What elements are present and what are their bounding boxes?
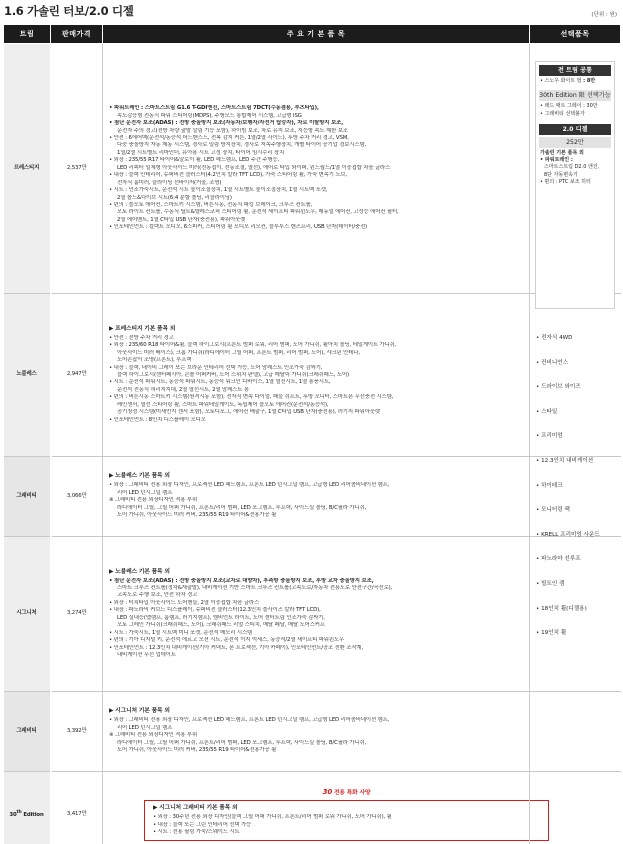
trim-name: 30th Edition (4, 772, 51, 844)
list-item: • 컨비니언스 (536, 359, 569, 366)
trim-name: 프레스티지 (4, 44, 51, 294)
list-item: • 외장 : 그래비티 전용 외장 디자인, 프로젝션 LED 헤드램프, 프론트 LED 턴시그널 램프, 고급형 LED 리어콤비네이션 램프, (109, 717, 390, 724)
list-item: • 19인치 휠 (536, 630, 567, 637)
section-heading: ▶ 노블레스 기본 품목 외 (109, 568, 170, 575)
list-item: 블랙 하이그로시(센터페시아, 콘솔 어퍼커버, 도어 스위치 판넬), 고급 메탈릭 가니쉬(크래쉬패드, 도어) (117, 372, 349, 379)
list-item: 운전석 전동식 허리지지대, 2열 열선시트, 2열 암레스트 통 (117, 386, 249, 393)
list-item: • 인포테인먼트 : 컬랙트 오디오, 6스피커, 스티어링 휠 오디오 리모컨, 블루투스 핸즈프리, USB 단자(데이터/충전) (109, 224, 368, 231)
header-price: 판매가격 (51, 25, 103, 44)
list-item: 운전자 주의 경고(전방 차량 출발 알림 기능 포함), 하이빔 보조, 차로 유지 보조, 지능형 속도 제한 보조 (117, 127, 348, 134)
list-item: 1열/2열 시트벨트 리마인더, 유아용 시트 고정 장치, 타이어 임시수리 장치 (117, 149, 285, 156)
diesel-badge: 2.0 디젤 (539, 124, 611, 135)
list-item: • 시트 : 운전석 파워시트, 동승석 파워시트, 동승석 워크인 디바이스, 1열 열선시트, 1열 통풍시트, (109, 379, 331, 386)
list-item: ※ 그래비티 전용 외장디자인 적용 부위 (109, 497, 198, 504)
list-item: 라디에이터 그릴, 그릴 어퍼 가니쉬, 프론트/리어 범퍼, LED 포그램프, 루프랙, 사이드실 몰딩, B/C필라 가니쉬, (117, 739, 367, 746)
section-heading: ▶ 시그니처 그래비티 기본 품목 외 (153, 805, 238, 812)
items-list (103, 537, 530, 692)
list-item: • 내장 : 블랙 또는 그린 인테리어 선택 가능 (153, 821, 252, 828)
table-row-30th-edition (4, 772, 621, 844)
option-item: • 레드 매트 그레이 : 30만 (540, 103, 598, 110)
list-item: 아웃사이드 미러 베이스), 크롬 가니쉬(라디에이터 그릴 어퍼, 프론트 범퍼, 리어 범퍼, 도어), 샤크핀 안테나, (117, 349, 360, 356)
list-item: • 외장 : 터치타입 아웃사이드 도어핸들, 2열 이중접합 차음 글라스 (109, 599, 260, 606)
trim-name: 그래비티 (4, 692, 51, 772)
list-item: 전자식 룸미러, 슬라이딩 선바이저(거울, 조명) (117, 179, 222, 186)
option-item: 스마트스트림 D2.0 엔진, (544, 164, 600, 171)
list-item: • 18인치 휠(디젤용) (536, 605, 587, 612)
list-item: • 안전 : 전방 주차 거리 경고 (109, 334, 174, 341)
items-list (103, 692, 530, 772)
list-item: • 안전 : 6에어백(운전석/동승석 어드밴스드, 전복 감지 커튼, 1열/2열 사이드), 후방 주차 거리 경고, VSM, (109, 134, 349, 141)
trim-price: 2,537만 (51, 44, 103, 294)
list-item: • 파노라마 선루프 (536, 556, 581, 563)
special-spec-box (144, 800, 549, 840)
list-item: • 편의 : 버튼시동 스마트키 시스템(원격시동 포함), 전자식 변속 다이얼, 패들 쉬프트, 후방 모니터, 스마트폰 무선충전 시스템, (109, 394, 394, 401)
option-item: 8단 자동변속기 (544, 171, 578, 178)
table-row-gravity (4, 692, 621, 772)
list-item: 다중 충돌방지 자동 제동 시스템, 경사로 밀림 방지장치, 경사로 저속주행장치, 개별 타이어 공기압 경보시스템, (117, 142, 367, 149)
list-item: • 내장 : 블랙, 네이비 그레이 또는 브라운 인테리어 선택 가능, 도어 암레스트 인조가죽 감싸기, (109, 364, 323, 371)
trim-price: 3,392만 (51, 692, 103, 772)
list-item: 스마트 크루즈 컨트롤(정차&재출발), 내비게이션 기반 스마트 크루즈 컨트롤(고속도로/자동차 전용도로 안전구간/곡선로), (117, 584, 393, 591)
section-heading: ▶ 시그니처 기본 품목 외 (109, 708, 170, 715)
trim-price: 3,274만 (51, 537, 103, 692)
list-item: • 외장 : 그래비티 전용 외장 디자인, 프로젝션 LED 헤드램프, 프론트 LED 턴시그널 램프, 고급형 LED 리어콤비네이션 램프, (109, 482, 390, 489)
list-item: • 내장 : 파노라믹 커브드 디스플레이, 슈퍼비전 클러스터(12.3인치 풀사이즈 칼라 TFT LCD), (109, 607, 321, 614)
options-panel (535, 61, 615, 309)
list-item: • 전자식 4WD (536, 335, 573, 341)
options-list (536, 326, 618, 646)
table-row-noblesse (4, 294, 621, 457)
option-item: • 파워트레인 : (540, 157, 573, 163)
trim-name: 시그니처 (4, 537, 51, 692)
list-item: 도어 가니쉬, 아웃사이드 미러 커버, 235/55 R19 타이어&전용가공 휠 (117, 747, 277, 754)
list-item: • 12.3인치 내비게이션 (536, 457, 594, 464)
list-item: • 외장 : 30주년 전용 외장 디자인(블랙 그릴 어퍼 가니쉬, 프론트/리어 범퍼 로워 가니쉬, 도어 가니쉬), 휠 (153, 814, 392, 821)
list-item: • 외장 : 235/55 R17 타이어&알로이 휠, LED 헤드램프, LED 주간 주행등, (109, 157, 280, 164)
items-list (103, 44, 530, 294)
table-row-signature (4, 537, 621, 692)
list-item: • 첨단 운전자 보조(ADAS) : 전방 충돌방지 보조(교차로 대향차), 후측방 충돌방지 보조, 후방 교차 충돌방지 보조, (109, 577, 374, 584)
option-item: • 편의 : PTC 보조 히터 (540, 178, 591, 185)
items-list (103, 294, 530, 457)
list-item: LED 리피터 일체형 아웃사이드 미러(전동접이, 전동조절, 열선), 에어로 타입 와이퍼, 윈드쉴드/1열 이중접합 차음 글라스 (117, 164, 391, 171)
list-item: • KRELL 프리미엄 사운드 (536, 531, 600, 538)
header-trim: 트림 (4, 25, 51, 44)
list-item: 레인센서, 열선 스티어링 휠, 스마트 파워테일게이트, 독립제어 풀오토 에어컨(운전석/동승석), (117, 401, 329, 408)
option-item: • 그래비티 선택불가 (540, 110, 585, 117)
list-item: • 시트 : 인조가죽시트, 운전석 시트 높이조절장치, 1열 시트벨트 높이조절장치, 1열 시트백 포켓, (109, 187, 328, 194)
list-item: • 스타일 (536, 408, 558, 415)
section-heading: ▶ 프레스티지 기본 품목 외 (109, 325, 176, 332)
list-item: 오토 라이트 컨트롤, 수동식 틸트&텔레스코픽 스티어링 휠, 운전석 세이프티 파워윈도우, 매뉴얼 에어컨, 고성능 에어컨 필터, (117, 209, 399, 216)
unit-note: (단위 : 원) (591, 12, 617, 18)
list-item: • 첨단 운전자 보조(ADAS) : 전방 충돌방지 보조(자동차/보행자/자전거 탑승자), 차로 이탈방지 보조, (109, 120, 344, 127)
list-item: 2열 폴드&다이브 시트(6:4 분할 폴딩, 리클라이닝) (117, 194, 232, 201)
list-item: • 프리미엄 (536, 433, 563, 440)
list-item: • 시트 : 가죽시트, 1열 시트백 미니 포켓, 운전석 메모리 시스템 (109, 629, 253, 636)
list-item: 도어 가니쉬, 아웃사이드 미러 커버, 235/55 R19 타이어&전용가공 휠 (117, 512, 277, 519)
items-list (103, 772, 530, 844)
page-title: 1.6 가솔린 터보/2.0 디젤 (4, 4, 134, 18)
header-items: 주 요 기 본 품 목 (103, 25, 530, 44)
list-item: • 인포테인먼트 : 12.3인치 내비게이션(기아 커넥트, 폰 프로젝션, 기아 카페이), 인포테인먼트/공조 전환 조작계, (109, 644, 364, 651)
edition-only-badge: 30th Edition 限 선택가능 (539, 92, 611, 100)
list-item: 도어손잡이 조명(프론트), 루프랙 (117, 357, 192, 364)
list-item: • 내장 : 블랙 인테리어, 슈퍼비전 클러스터(4.2인치 칼라 TFT LCD), 가죽 스티어링 휠, 가죽 변속기 노브, (109, 172, 347, 179)
list-item: ※ 그래비티 전용 외장디자인 적용 부위 (109, 732, 198, 739)
trim-price: 3,066만 (51, 457, 103, 537)
items-list (103, 457, 530, 537)
list-item: LED 실내등(맵램프, 룸램프, 러기지램프), 엠비언트 라이트, 도어 센터트림 인조가죽 감싸기, (117, 614, 325, 621)
list-item: 리어 LED 턴시그널 램프 (117, 724, 173, 731)
list-item: • 시트 : 전용 필링 가죽/스웨이드 시트 (153, 829, 240, 836)
list-item: 리어 LED 턴시그널 램프 (117, 489, 173, 496)
list-item: • 외장 : 235/60 R18 타이어&휠, 블랙 하이그로시(프론트 범퍼 로워, 리어 범퍼, 도어 가니쉬, 휠아치 몰딩, 테일게이트 가니쉬, (109, 342, 397, 349)
list-item: 내비게이션 무선 업데이트 (117, 652, 176, 659)
list-item: • 편의 : 풀오토 에어컨, 스마트키 시스템, 버튼시동, 전동식 파킹 브레이크, 크루즈 컨트롤, (109, 202, 313, 209)
list-item: • 빌트인 캠 (536, 580, 565, 587)
trim-name: 그래비티 (4, 457, 51, 537)
list-item: 고속도로 주행 보조, 안전 하차 경고 (117, 592, 198, 599)
option-item: • 스노우 화이트 펄 : 8만 (540, 78, 596, 84)
list-item: • 파워트레인 : 스마트스트림 G1.6 T-GDI엔진, 스마트스트림 7DCT(수동겸용, 부츠타입), (109, 105, 319, 112)
trim-price: 3,417만 (51, 772, 103, 844)
list-item: 오토 그레인 가니쉬(크래쉬패드, 도어), 크래쉬패드 리얼 스티치, 메탈 페달, 메탈 도어스커프 (117, 622, 325, 629)
diesel-heading: 가솔린 기본 품목 외 (540, 149, 584, 156)
list-item: 공기청정 시스템(미세먼지 센서 포함), 오토디포그, 에어컨 배출구, 1열 C타입 USB 단자(충전용), 러기지 파워아웃렛 (117, 409, 380, 416)
table-row-gravity (4, 457, 621, 537)
options-column (529, 44, 618, 844)
list-item: • 드라이브 와이즈 (536, 384, 581, 391)
list-item: • 모니터링 팩 (536, 507, 570, 514)
special-spec-label: 30 전용 특화 사양 (322, 788, 371, 797)
table-header-row (4, 25, 621, 44)
section-heading: ▶ 노블레스 기본 품목 외 (109, 473, 170, 480)
trim-name: 노블레스 (4, 294, 51, 457)
list-item: • 하이테크 (536, 482, 563, 489)
list-item: 라디에이터 그릴, 그릴 어퍼 가니쉬, 프론트/리어 범퍼, LED 포그램프, 루프랙, 사이드실 몰딩, B/C필라 가니쉬, (117, 504, 367, 511)
list-item: • 편의 : 기아 디지털 키, 운전석 에르고 모션 시트, 운전석 이지 억세스, 동승석/2열 세이프티 파워윈도우 (109, 637, 345, 644)
list-item: 속도감응형 전동식 파워 스티어링(MDPS), 주행모드 통합제어 시스템, 고급형 ISG (117, 112, 302, 119)
list-item: • 인포테인먼트 : 8인치 디스플레이 오디오 (109, 416, 206, 423)
list-item: 2열 에어벤트, 1열 C타입 USB 단자(충전용), 파워아웃렛 (117, 216, 246, 223)
edition-30-logo: 30 (322, 788, 333, 797)
trim-common-badge: 전 트림 공통 (539, 65, 611, 76)
diesel-price: 252만 (539, 137, 611, 148)
table-row-prestige (4, 44, 621, 294)
trim-price: 2,947만 (51, 294, 103, 457)
header-options: 선택품목 (530, 25, 621, 44)
